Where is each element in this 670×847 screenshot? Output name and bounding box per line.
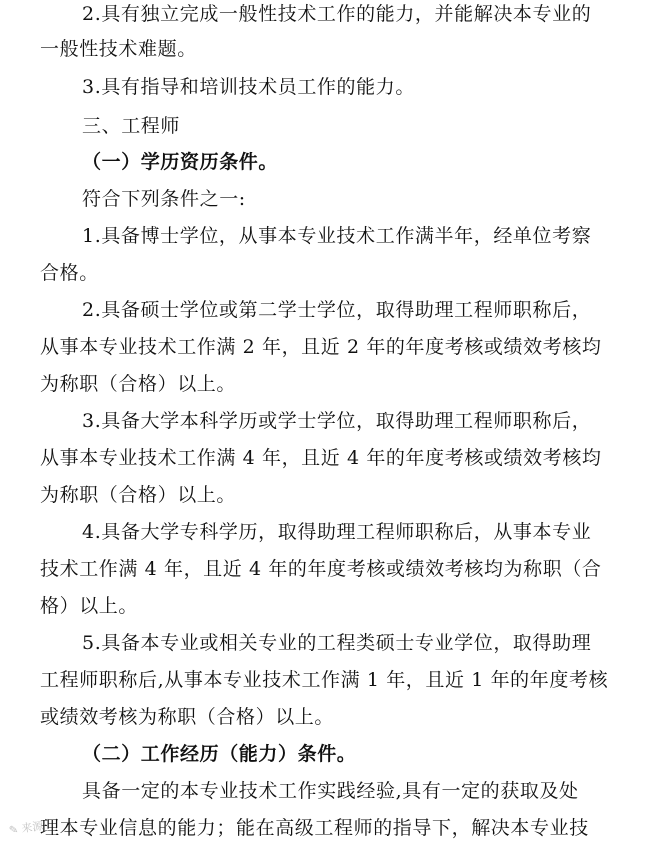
paragraph-line: 2.具备硕士学位或第二学士学位，取得助理工程师职称后，: [82, 299, 592, 321]
subsection-heading: （一）学历资历条件。: [82, 151, 279, 173]
paragraph-line: 工程师职称后,从事本专业技术工作满 1 年，且近 1 年的年度考核: [40, 669, 609, 691]
paragraph-line: 为称职（合格）以上。: [40, 484, 237, 506]
paragraph-line: 技术工作满 4 年，且近 4 年的年度考核或绩效考核均为称职（合: [40, 558, 602, 580]
paragraph-line: 一般性技术难题。: [40, 38, 197, 60]
subsection-heading: （二）工作经历（能力）条件。: [82, 743, 357, 765]
paragraph-line: 从事本专业技术工作满 4 年，且近 4 年的年度考核或绩效考核均: [40, 447, 602, 469]
paragraph-line: 3.具有指导和培训技术员工作的能力。: [82, 76, 415, 98]
paragraph-line: 或绩效考核为称职（合格）以上。: [40, 706, 335, 728]
paragraph-line: 3.具备大学本科学历或学士学位，取得助理工程师职称后，: [82, 410, 592, 432]
paragraph-line: 格）以上。: [40, 595, 139, 617]
paragraph-line: 从事本专业技术工作满 2 年，且近 2 年的年度考核或绩效考核均: [40, 336, 602, 358]
paragraph-line: 5.具备本专业或相关专业的工程类硕士专业学位，取得助理: [82, 632, 592, 654]
paragraph-line: 具备一定的本专业技术工作实践经验,具有一定的获取及处: [82, 780, 579, 802]
watermark-logo: [8, 817, 45, 838]
paragraph-line: 4.具备大学专科学历，取得助理工程师职称后，从事本专业: [82, 521, 592, 543]
paragraph-line: 合格。: [40, 262, 99, 284]
watermark-text: 来源: [20, 819, 45, 836]
paragraph-line: 1.具备博士学位，从事本专业技术工作满半年，经单位考察: [82, 225, 592, 247]
watermark-icon: ✎: [8, 822, 19, 838]
section-heading: 三、工程师: [82, 115, 181, 137]
paragraph-line: 2.具有独立完成一般性技术工作的能力，并能解决本专业的: [82, 3, 592, 25]
paragraph-line: 符合下列条件之一:: [82, 188, 246, 210]
paragraph-line: 理本专业信息的能力；能在高级工程师的指导下，解决本专业技: [40, 817, 589, 839]
paragraph-line: 为称职（合格）以上。: [40, 373, 237, 395]
